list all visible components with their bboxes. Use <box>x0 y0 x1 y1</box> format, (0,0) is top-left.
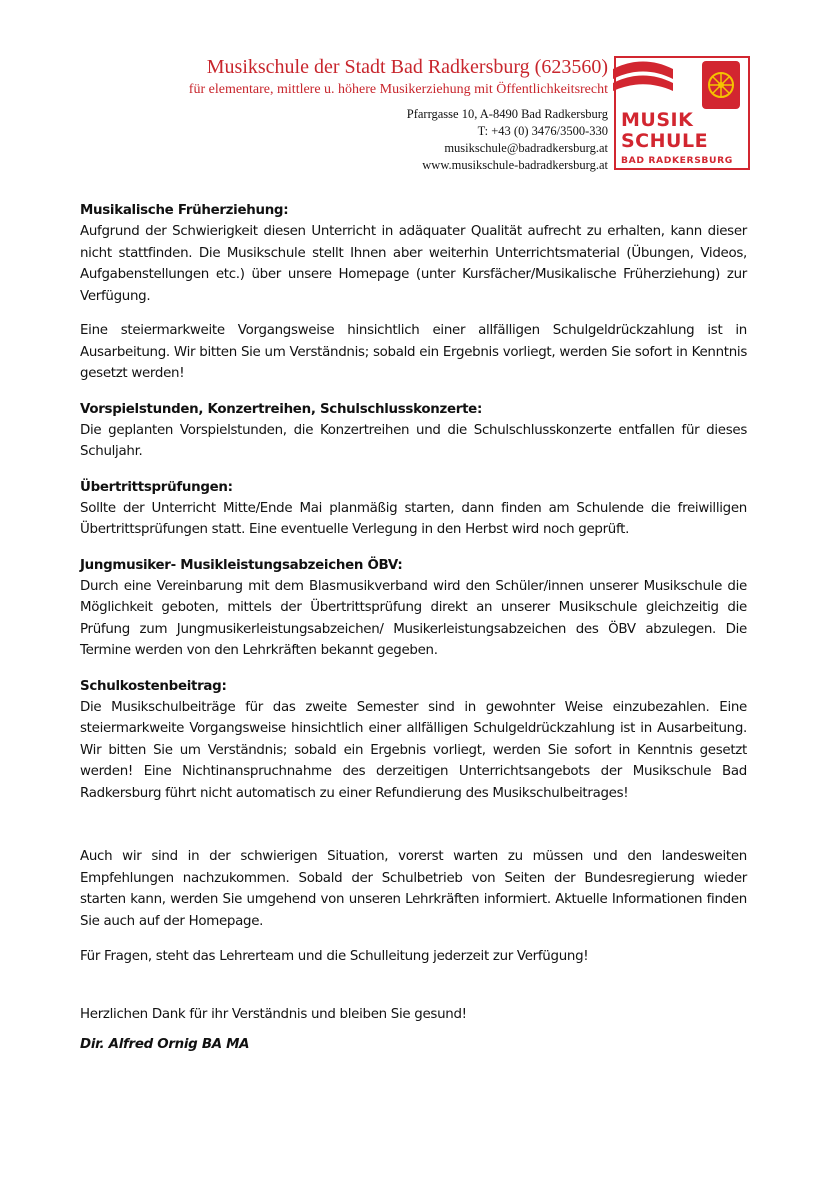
section-heading: Übertrittsprüfungen: <box>80 479 233 495</box>
school-logo <box>613 55 753 173</box>
section-frueherziehung <box>80 200 747 385</box>
section-vorspielstunden <box>80 399 747 463</box>
email[interactable]: musikschule@badradkersburg.at <box>444 141 608 155</box>
section-jungmusiker <box>80 555 747 662</box>
closing-thanks: Herzlichen Dank für ihr Verständnis und bleiben Sie gesund! <box>80 1006 467 1022</box>
section-schulkostenbeitrag <box>80 676 747 805</box>
logo-line-musik: MUSIK <box>621 109 694 131</box>
section-paragraph: Sollte der Unterricht Mitte/Ende Mai planmäßig starten, dann finden am Schulende die freiwilligen Übertrittsprüfungen statt. Eine eventuelle Verlegung in den Herbst wird noch geprüft. <box>80 500 747 537</box>
section-uebertrittspruefungen <box>80 477 747 541</box>
school-name: Musikschule der Stadt Bad Radkersburg (623560) <box>206 56 608 78</box>
section-heading: Jungmusiker- Musikleistungsabzeichen ÖBV: <box>80 557 403 573</box>
address: Pfarrgasse 10, A-8490 Bad Radkersburg <box>406 107 608 121</box>
letter-body <box>80 200 747 1052</box>
wheel-emblem-icon <box>702 61 740 109</box>
letterhead <box>0 0 835 180</box>
section-paragraph: Aufgrund der Schwierigkeit diesen Unterricht in adäquater Qualität aufrecht zu erhalten, kann dieser nicht stattfinden. Die Musikschule stellt Ihnen aber weiterhin Unterrichtsmaterial (Übungen, Videos, Aufgabenstellungen etc.) über unsere Homepage (unter Kursfächer/Musikalische Früherziehung) zur Verfügung. <box>80 224 747 304</box>
closing-paragraph: Auch wir sind in der schwierigen Situation, vorerst warten zu müssen und den landesweiten Empfehlungen nachzukommen. Sobald der Schulbetrieb von Seiten der Bundesregierung wieder starten kann, werden Sie umgehend von unseren Lehrkräften informiert. Aktuelle Informationen finden Sie auch auf der Homepage. <box>80 849 747 929</box>
section-heading: Musikalische Früherziehung: <box>80 203 289 218</box>
section-paragraph: Die geplanten Vorspielstunden, die Konzertreihen und die Schulschlusskonzerte entfallen für dieses Schuljahr. <box>80 422 747 459</box>
logo-line-bad-radkersburg: BAD RADKERSBURG <box>621 155 733 166</box>
phone: T: +43 (0) 3476/3500-330 <box>477 124 608 138</box>
section-paragraph: Die Musikschulbeiträge für das zweite Semester sind in gewohnter Weise einzubezahlen. Eine steiermarkweite Vorgangsweise hinsichtlich einer allfälligen Schulgeldrückzahlung ist in Ausarbeitung. Wir bitten Sie um Verständnis; sobald ein Ergebnis vorliegt, werden Sie sofort in Kenntnis gesetzt werden! Eine Nichtinanspruchnahme des derzeitigen Unterrichtsangebots der Musikschule Bad Radkersburg führt nicht automatisch zu einer Refundierung des Musikschulbeitrages! <box>80 699 747 801</box>
closing-questions: Für Fragen, steht das Lehrerteam und die Schulleitung jederzeit zur Verfügung! <box>80 949 589 964</box>
contact-block <box>300 106 608 174</box>
section-paragraph: Eine steiermarkweite Vorgangsweise hinsichtlich einer allfälligen Schulgeldrückzahlung ist in Ausarbeitung. Wir bitten Sie um Verständnis; sobald ein Ergebnis vorliegt, werden Sie sofort in Kenntnis gesetzt werden! <box>80 323 747 381</box>
school-subtitle: für elementare, mittlere u. höhere Musikerziehung mit Öffentlichkeitsrecht <box>188 82 608 97</box>
section-heading: Vorspielstunden, Konzertreihen, Schulschlusskonzerte: <box>80 401 483 417</box>
signature: Dir. Alfred Ornig BA MA <box>80 1037 250 1052</box>
section-heading: Schulkostenbeitrag: <box>80 678 227 694</box>
logo-line-schule: SCHULE <box>621 130 709 152</box>
website[interactable]: www.musikschule-badradkersburg.at <box>422 158 608 172</box>
section-paragraph: Durch eine Vereinbarung mit dem Blasmusikverband wird den Schüler/innen unserer Musikschule die Möglichkeit geboten, mittels der Übertrittsprüfung direkt an unserer Musikschule gleichzeitig die Prüfung zum Jungmusikerleistungsabzeichen/ Musikerleistungsabzeichen des ÖBV abzulegen. Die Termine werden von den Lehrkräften bekannt gegeben. <box>80 578 747 658</box>
